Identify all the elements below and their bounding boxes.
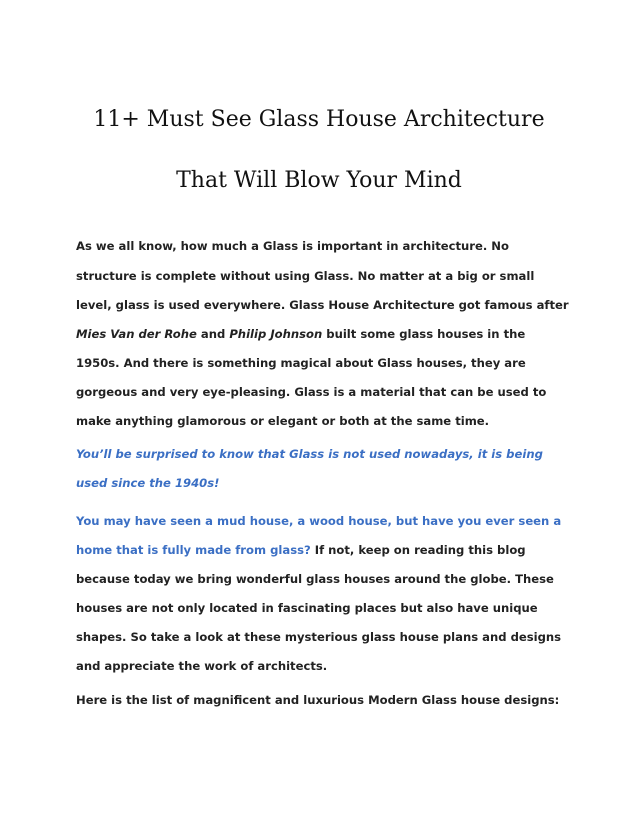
architect-name-johnson: Philip Johnson — [229, 327, 323, 341]
highlight-line-1 — [76, 447, 543, 461]
paragraph-1-line-3: level, glass is used everywhere. Glass House Architecture got famous after — [76, 298, 569, 312]
paragraph-1-line-7: make anything glamorous or elegant or both at the same time. — [76, 414, 490, 428]
paragraph-4-line-1: Here is the list of magnificent and luxurious Modern Glass house designs: — [76, 693, 560, 707]
paragraph-3-line-2-blue: home that is fully made from glass? — [76, 543, 311, 557]
architect-name-mies: Mies Van der Rohe — [76, 327, 197, 341]
highlight-line-2 — [76, 476, 219, 490]
highlight-text-1: You’ll be surprised to know that Glass is not used nowadays, it is being — [76, 447, 543, 461]
page-title-line-1: 11+ Must See Glass House Architecture — [93, 107, 545, 132]
paragraph-3-line-4: houses are not only located in fascinating places but also have unique — [76, 601, 538, 615]
paragraph-3-line-2 — [76, 543, 526, 557]
highlight-text-2: used since the 1940s! — [76, 476, 220, 490]
paragraph-1-line-4-rest: built some glass houses in the — [322, 327, 526, 341]
paragraph-1-line-5: 1950s. And there is something magical about Glass houses, they are — [76, 356, 526, 370]
page-title-line-2: That Will Blow Your Mind — [176, 168, 462, 193]
paragraph-1-line-6: gorgeous and very eye-pleasing. Glass is a material that can be used to — [76, 385, 547, 399]
paragraph-3-line-1: You may have seen a mud house, a wood house, but have you ever seen a — [76, 514, 562, 528]
paragraph-1-line-1: As we all know, how much a Glass is important in architecture. No — [76, 239, 509, 253]
paragraph-3-line-2-rest: If not, keep on reading this blog — [310, 543, 526, 557]
paragraph-3-line-5: shapes. So take a look at these mysterious glass house plans and designs — [76, 630, 562, 644]
paragraph-1-line-2: structure is complete without using Glass. No matter at a big or small — [76, 269, 535, 283]
paragraph-1-line-4 — [76, 327, 525, 341]
paragraph-3-line-6: and appreciate the work of architects. — [76, 659, 328, 673]
conjunction-text: and — [196, 327, 230, 341]
paragraph-3-line-3: because today we bring wonderful glass houses around the globe. These — [76, 572, 554, 586]
